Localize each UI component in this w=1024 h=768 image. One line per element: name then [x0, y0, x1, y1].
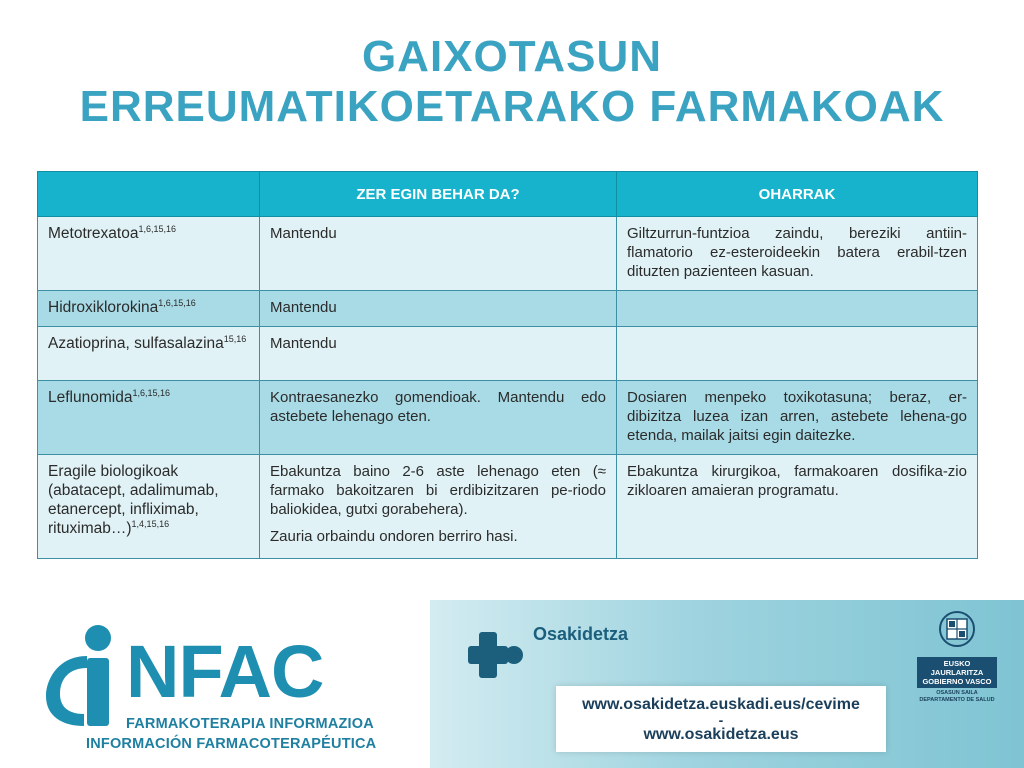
- osakidetza-brand: Osakidetza: [533, 624, 629, 644]
- note-cell: Dosiaren menpeko toxikotasuna; beraz, er-dibizitza luzea izan arren, astebete lehena-go etenda, mailak jaitsi egin daitezke.: [617, 381, 978, 455]
- infac-logo: [40, 612, 400, 762]
- reference-superscript: 1,4,15,16: [131, 519, 170, 529]
- drug-cell: [38, 217, 260, 291]
- infac-i-icon: [46, 622, 128, 726]
- header-notes: OHARRAK: [617, 172, 978, 217]
- infac-wordmark: NFAC: [126, 630, 324, 713]
- department-name: [914, 690, 1000, 704]
- drug-name: Eragile biologikoak (abatacept, adalimumab, etanercept, infliximab, rituximab…): [48, 463, 219, 537]
- government-name: [917, 657, 997, 688]
- basque-government-logo: [914, 610, 1000, 704]
- note-cell: [617, 327, 978, 381]
- table-header-row: [38, 172, 978, 217]
- note-cell: Giltzurrun-funtzioa zaindu, bereziki antiin-flamatorio ez-esteroideekin batera erabil-tzen dituzten pazienteen kasuan.: [617, 217, 978, 291]
- table-row: [38, 217, 978, 291]
- table-row: [38, 291, 978, 327]
- action-text: Ebakuntza baino 2-6 aste lehenago eten (≈ farmako bakoitzaren bi erdibizitzaren pe-riodo baliokidea, gutxi gorabehera).: [270, 463, 606, 518]
- drug-cell: [38, 291, 260, 327]
- coat-of-arms-icon: [935, 610, 979, 648]
- action-cell: [260, 455, 617, 559]
- department-name-eu: OSASUN SAILA: [936, 690, 978, 696]
- drug-cell: [38, 455, 260, 559]
- department-name-es: DEPARTAMENTO DE SALUD: [919, 697, 995, 703]
- drug-name: Leflunomida: [48, 389, 133, 406]
- osakidetza-link[interactable]: www.osakidetza.eus: [643, 726, 799, 743]
- government-name-eu: EUSKO JAURLARITZA: [930, 659, 984, 677]
- reference-superscript: 15,16: [223, 334, 247, 344]
- reference-superscript: 1,6,15,16: [138, 224, 177, 234]
- infac-subtitle-eu: FARMAKOTERAPIA INFORMAZIOA: [126, 716, 374, 732]
- cevime-link[interactable]: www.osakidetza.euskadi.eus/cevime: [582, 696, 860, 713]
- table-row: [38, 381, 978, 455]
- drug-cell: [38, 381, 260, 455]
- reference-superscript: 1,6,15,16: [158, 298, 196, 308]
- action-cell: Mantendu: [260, 291, 617, 327]
- header-action: ZER EGIN BEHAR DA?: [260, 172, 617, 217]
- drug-name: Metotrexatoa: [48, 225, 139, 242]
- action-cell: Mantendu: [260, 327, 617, 381]
- infac-subtitle-es: INFORMACIÓN FARMACOTERAPÉUTICA: [86, 736, 377, 752]
- note-cell: [617, 291, 978, 327]
- drug-name: Azatioprina, sulfasalazina: [48, 335, 224, 352]
- government-name-es: GOBIERNO VASCO: [922, 677, 992, 686]
- title-line-1: GAIXOTASUN: [361, 32, 663, 81]
- title-line-2: ERREUMATIKOETARAKO FARMAKOAK: [79, 82, 945, 131]
- link-separator: -: [718, 712, 724, 728]
- osakidetza-cross-icon: [468, 626, 526, 684]
- table-row: [38, 455, 978, 559]
- osakidetza-banner: [430, 600, 1024, 768]
- header-drug: [38, 172, 260, 217]
- note-cell: Ebakuntza kirurgikoa, farmakoaren dosifika-zio zikloaren amaieran programatu.: [617, 455, 978, 559]
- action-text-2: Zauria orbaindu ondoren berriro hasi.: [270, 528, 518, 545]
- reference-superscript: 1,6,15,16: [132, 388, 170, 398]
- drug-name: Hidroxiklorokina: [48, 299, 159, 316]
- drug-cell: [38, 327, 260, 381]
- action-cell: Mantendu: [260, 217, 617, 291]
- table-row: [38, 327, 978, 381]
- action-cell: Kontraesanezko gomendioak. Mantendu edo astebete lehenago eten.: [260, 381, 617, 455]
- page-title: [0, 32, 1024, 132]
- drug-table: [37, 171, 978, 559]
- links-box: [556, 686, 886, 752]
